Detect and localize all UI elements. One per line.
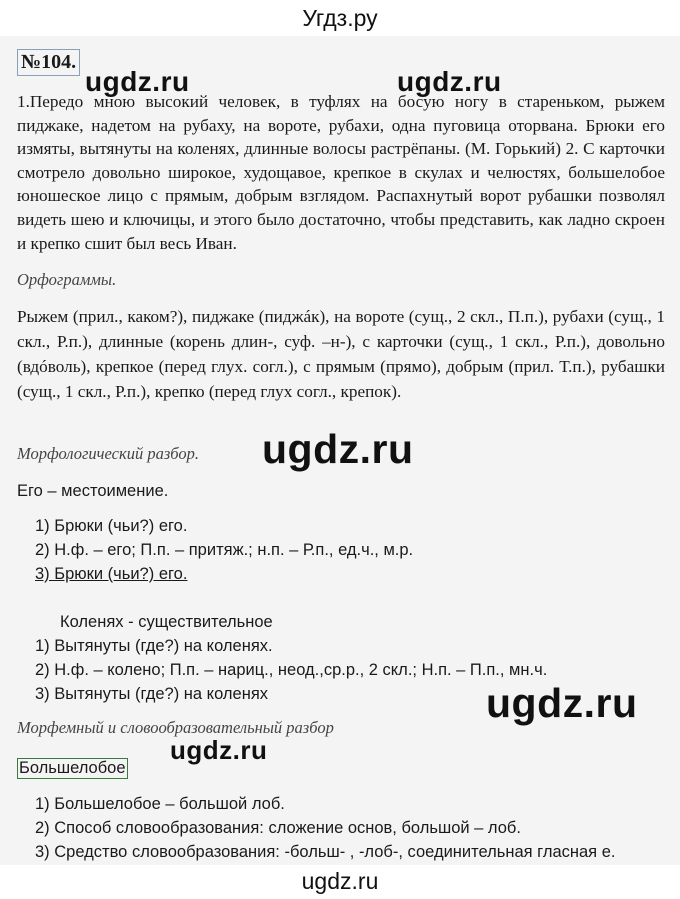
watermark: ugdz.ru: [486, 680, 638, 726]
morph-item: 3) Брюки (чьи?) его.: [35, 565, 188, 583]
footer-site: ugdz.ru: [301, 868, 379, 894]
site-footer: [0, 865, 680, 899]
site-header: [0, 0, 680, 36]
morph-item: 3) Вытянуты (где?) на коленях: [35, 685, 268, 703]
morpheme-word: Большелобое: [19, 759, 126, 777]
orthograms-text: Рыжем (прил., каком?), пиджаке (пиджáк), на вороте (сущ., 2 скл., П.п.), рубахи (сущ., 1 скл., Р.п.), длинные (корень длин-, суф. –н-), с карточки (сущ., 1 скл., Р.п.), довольно (вдóволь), крепкое (перед глух. согл.), с прямым (прямо), добрым (прил. Т.п.), рубашки (сущ., 1 скл., Р.п.), крепко (перед глух согл., крепок).: [17, 307, 665, 401]
morph-heading: Морфологический разбор.: [17, 444, 199, 463]
main-text: 1.Передо мною высокий человек, в туфлях на босую ногу в стареньком, рыжем пиджаке, надетом на рубаху, на вороте, рубахи, одна пуговица оторвана. Брюки его измяты, вытянуты на коленях, длинные волосы растрёпаны. (М. Горький) 2. С карточки смотрело довольно широкое, худощавое, крепкое в скулах и челюстях, большелобое юношеское лицо с прямым, добрым взглядом. Распахнутый ворот рубашки позволял видеть шею и ключицы, и этого было достаточно, чтобы представить, как ладно скроен и крепко сшит был весь Иван.: [17, 92, 665, 253]
morph-intro-2: Коленях - существительное: [60, 613, 273, 631]
morph-item: 2) Н.ф. – его; П.п. – притяж.; н.п. – Р.п., ед.ч., м.р.: [35, 541, 414, 559]
morph-item: 2) Н.ф. – колено; П.п. – нариц., неод.,ср.р., 2 скл.; Н.п. – П.п., мн.ч.: [35, 661, 548, 679]
orthograms-heading: Орфограммы.: [17, 270, 117, 289]
morph-item: 1) Брюки (чьи?) его.: [35, 517, 188, 535]
morpheme-item: 2) Способ словообразования: сложение основ, большой – лоб.: [35, 819, 521, 837]
morpheme-item: 1) Большелобое – большой лоб.: [35, 795, 285, 813]
site-title: Угдз.ру: [302, 5, 378, 31]
watermark: ugdz.ru: [397, 66, 502, 97]
morpheme-item: 3) Средство словообразования: -больш- , -лоб-, соединительная гласная е.: [35, 843, 616, 861]
morpheme-heading: Морфемный и словообразовательный разбор: [17, 718, 334, 737]
watermark: ugdz.ru: [170, 735, 268, 765]
morph-intro: Его – местоимение.: [17, 482, 169, 500]
task-number: №104.: [17, 49, 80, 76]
watermark: ugdz.ru: [262, 426, 414, 472]
watermark: ugdz.ru: [85, 66, 190, 97]
morph-item: 1) Вытянуты (где?) на коленях.: [35, 637, 273, 655]
